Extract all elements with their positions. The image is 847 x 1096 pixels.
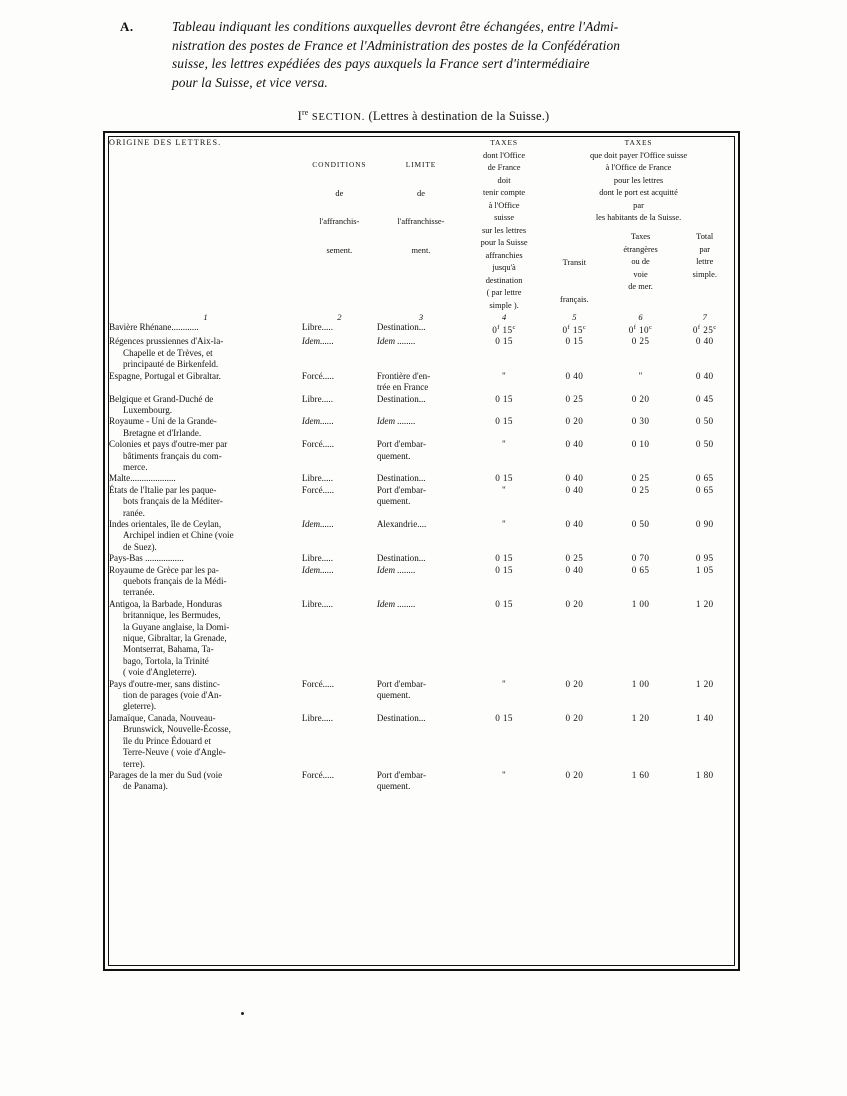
cell-total: 1 80 <box>695 769 714 780</box>
cell-conditions: Libre..... <box>301 712 333 723</box>
cell-transit-francais: 0 15 <box>565 336 584 347</box>
cell-limite: Destination... <box>376 322 426 332</box>
table-head <box>109 137 734 322</box>
cell-transit-francais: 0 20 <box>565 769 584 780</box>
cell-taxe-france: 0 15 <box>495 336 513 347</box>
cell-origin: Jamaïque, Canada, Nouveau- Brunswick, Nouvelle-Écosse, île du Prince Édouard et Terre-Neuve ( voie d'Angle- terre). <box>109 712 231 769</box>
col-header-origin: ORIGINE DES LETTRES. <box>109 138 222 147</box>
col-header-transit: Transit français. <box>560 258 589 304</box>
table-row <box>109 713 734 770</box>
cell-taxes-etrangeres: 0 25 <box>631 473 650 484</box>
col-header-limite-l1: l'affranchisse- <box>397 217 445 226</box>
cell-origin: Indes orientales, île de Ceylan, Archipel indien et Chine (voie de Suez). <box>109 518 234 552</box>
colnum-4: 4 <box>501 312 507 322</box>
cell-transit-francais: 0 20 <box>565 678 584 689</box>
table-row <box>109 565 734 599</box>
cell-transit-francais: 0 40 <box>565 518 584 529</box>
cell-total: 0 65 <box>695 473 714 484</box>
cell-taxes-etrangeres: 0 50 <box>631 518 650 529</box>
cell-taxes-etrangeres: 0 30 <box>631 416 650 427</box>
section-caption <box>0 108 847 124</box>
cell-conditions: Libre..... <box>301 598 333 609</box>
cell-conditions: Idem...... <box>301 518 334 529</box>
cell-origin: Espagne, Portugal et Gibraltar. <box>109 370 221 381</box>
cell-transit-francais: 0 20 <box>565 416 584 427</box>
cell-taxes-etrangeres: 0 20 <box>631 393 650 404</box>
cell-limite: Idem ........ <box>376 336 416 347</box>
table-row <box>109 519 734 553</box>
cell-limite: Port d'embar- quement. <box>376 439 427 461</box>
cell-limite: Port d'embar- quement. <box>376 484 427 507</box>
cell-transit-francais: 0 40 <box>565 564 584 575</box>
cell-total: 1 20 <box>695 598 714 609</box>
section-scope: (Lettres à destination de la Suisse.) <box>368 109 550 124</box>
table-row <box>109 553 734 564</box>
heading-letter: A. <box>120 19 134 34</box>
cell-conditions: Idem...... <box>301 336 334 347</box>
heading-text <box>172 18 620 92</box>
table-row <box>109 322 734 336</box>
col-header-conditions-title: CONDITIONS <box>312 160 367 169</box>
table-frame <box>103 131 740 971</box>
stray-ink-dot <box>241 1012 244 1015</box>
cell-transit-francais: 0 40 <box>565 439 584 450</box>
cell-taxe-france: 0$^f$ 15$^c$ <box>492 324 516 336</box>
cell-taxes-etrangeres: 0 10 <box>631 439 650 450</box>
cell-taxes-etrangeres: 0 70 <box>631 553 650 564</box>
cell-origin: Pays d'outre-mer, sans distinc- tion de parages (voie d'An- gleterre). <box>109 678 222 712</box>
cell-taxes-etrangeres: 1 00 <box>631 678 650 689</box>
heading-block <box>0 18 847 92</box>
cell-conditions: Libre..... <box>301 393 333 404</box>
cell-taxe-france: " <box>501 439 507 450</box>
cell-taxes-etrangeres: 1 60 <box>631 769 650 780</box>
cell-transit-francais: 0 40 <box>565 370 584 381</box>
cell-total: 1 40 <box>695 712 714 723</box>
rates-table <box>109 137 734 793</box>
cell-conditions: Forcé..... <box>301 484 334 495</box>
taxes-suisse-title: TAXES <box>624 138 653 147</box>
cell-taxe-france: " <box>501 484 507 495</box>
cell-limite: Idem ........ <box>376 598 416 609</box>
cell-origin: Pays-Bas ................. <box>109 553 184 564</box>
col-header-taxes-etrangeres: Taxes étrangères ou de voie de mer. <box>623 232 658 292</box>
cell-total: 1 20 <box>695 678 714 689</box>
table-row <box>109 599 734 679</box>
cell-transit-francais: 0$^f$ 15$^c$ <box>562 324 587 336</box>
table-row <box>109 336 734 370</box>
table-body <box>109 322 734 793</box>
table-row <box>109 770 734 793</box>
col-header-limite-title: LIMITE <box>405 160 437 169</box>
section-label: SECTION. <box>311 112 366 124</box>
table-row <box>109 439 734 473</box>
heading-line: Tableau indiquant les conditions auxquelles devront être échangées, entre l'Admi- <box>172 19 619 34</box>
cell-total: 0 40 <box>695 370 714 381</box>
cell-origin: Royaume de Grèce par les pa- quebots français de la Médi- terranée. <box>109 564 227 598</box>
cell-total: 0 50 <box>695 439 714 450</box>
cell-conditions: Idem...... <box>301 564 334 575</box>
taxes-france-title: TAXES <box>490 138 518 147</box>
cell-limite: Destination... <box>376 473 426 484</box>
cell-limite: Alexandrie.... <box>376 518 427 529</box>
cell-taxe-france: 0 15 <box>495 564 513 575</box>
cell-limite: Port d'embar- quement. <box>376 769 427 792</box>
cell-conditions: Libre..... <box>301 473 333 484</box>
table-row <box>109 416 734 439</box>
cell-taxe-france: " <box>501 678 507 689</box>
cell-origin: Bavière Rhénane............ <box>109 322 199 332</box>
cell-transit-francais: 0 20 <box>565 712 584 723</box>
colnum-5: 5 <box>572 312 577 322</box>
colnum-3: 3 <box>418 312 424 322</box>
col-header-conditions <box>302 137 377 312</box>
cell-taxes-etrangeres: 0 25 <box>631 484 650 495</box>
col-header-taxes-france: TAXES dont l'Office de France doit tenir compte à l'Office suisse sur les lettres pour la Suisse affranchies jusqu'à destination ( par lettre simple ). <box>465 137 543 312</box>
cell-origin: Colonies et pays d'outre-mer par bâtiments français du com- merce. <box>109 439 228 472</box>
table-row <box>109 371 734 394</box>
section-ordinal-suffix: re <box>301 108 309 117</box>
cell-taxes-etrangeres: 0 25 <box>631 336 650 347</box>
cell-total: 0 45 <box>695 393 714 404</box>
col-header-total: Total par lettre simple. <box>692 232 717 279</box>
cell-taxes-etrangeres: 1 00 <box>631 598 650 609</box>
col-header-conditions-l2: sement. <box>326 245 353 255</box>
cell-total: 0 90 <box>695 518 714 529</box>
cell-conditions: Idem...... <box>301 416 334 427</box>
heading-line: nistration des postes de France et l'Administration des postes de la Confédération <box>172 37 621 53</box>
cell-taxe-france: 0 15 <box>495 473 513 484</box>
cell-conditions: Forcé..... <box>301 439 334 450</box>
col-header-taxes-suisse: TAXES que doit payer l'Office suisse à l'Office de France pour les lettres dont le port est acquitté par les habitants de la Suisse. <box>543 137 734 231</box>
section-ordinal: I <box>297 109 302 124</box>
cell-limite: Port d'embar- quement. <box>376 678 427 701</box>
table-row <box>109 473 734 484</box>
cell-origin: Belgique et Grand-Duché de Luxembourg. <box>109 393 214 415</box>
cell-total: 0 50 <box>695 416 714 427</box>
cell-conditions: Forcé..... <box>301 678 334 689</box>
table-row <box>109 394 734 417</box>
cell-transit-francais: 0 25 <box>565 393 584 404</box>
cell-origin: États de l'Italie par les paque- bots français de la Méditer- ranée. <box>109 484 223 518</box>
cell-total: 1 05 <box>695 564 714 575</box>
cell-transit-francais: 0 20 <box>565 598 584 609</box>
cell-taxes-etrangeres: 0 65 <box>631 564 650 575</box>
cell-conditions: Libre..... <box>301 322 333 332</box>
cell-limite: Idem ........ <box>376 564 416 575</box>
cell-taxe-france: 0 15 <box>495 598 513 609</box>
cell-origin: Antigoa, la Barbade, Honduras britannique, les Bermudes, la Guyane anglaise, la Domi- nique, Gibraltar, la Grenade, Montserrat, Bahama, Ta- bago, Tortola, la Trinité ( voie d'Angleterre). <box>109 598 230 678</box>
col-header-limite <box>377 137 465 312</box>
cell-total: 0 40 <box>695 336 714 347</box>
cell-origin: Régences prussiennes d'Aix-la- Chapelle et de Trèves, et principauté de Birkenfeld. <box>109 336 224 370</box>
cell-limite: Frontière d'en- trée en France <box>376 370 431 393</box>
col-header-conditions-de: de <box>335 188 344 198</box>
cell-taxe-france: 0 15 <box>495 393 513 404</box>
cell-conditions: Forcé..... <box>301 370 334 381</box>
cell-limite: Destination... <box>376 553 426 564</box>
cell-taxe-france: 0 15 <box>495 712 513 723</box>
cell-taxe-france: " <box>501 370 507 381</box>
heading-line: suisse, les lettres expédiées des pays auxquels la France sert d'intermédiaire <box>172 56 590 71</box>
colnum-6: 6 <box>638 312 643 322</box>
cell-taxe-france: " <box>501 769 507 780</box>
cell-conditions: Libre..... <box>301 553 333 564</box>
cell-origin: Royaume - Uni de la Grande- Bretagne et d'Irlande. <box>109 416 217 438</box>
table-row <box>109 679 734 713</box>
cell-total: 0 95 <box>695 553 714 564</box>
cell-total: 0 65 <box>695 484 714 495</box>
cell-origin: Parages de la mer du Sud (voie de Panama). <box>109 769 223 792</box>
cell-taxes-etrangeres: 1 20 <box>631 712 650 723</box>
cell-limite: Idem ........ <box>376 416 416 427</box>
cell-transit-francais: 0 25 <box>565 553 584 564</box>
heading-line: pour la Suisse, et vice versa. <box>172 74 328 90</box>
col-header-limite-de: de <box>417 188 425 198</box>
col-header-limite-l2: ment. <box>411 245 431 255</box>
cell-transit-francais: 0 40 <box>565 473 584 484</box>
cell-taxe-france: 0 15 <box>495 553 513 564</box>
colnum-7: 7 <box>702 312 707 322</box>
cell-origin: Malte.................... <box>109 473 176 484</box>
column-number-row <box>109 312 734 322</box>
cell-taxe-france: " <box>501 518 507 529</box>
cell-taxes-etrangeres: 0$^f$ 10$^c$ <box>628 324 653 336</box>
cell-total: 0$^f$ 25$^c$ <box>692 324 717 336</box>
col-header-conditions-l1: l'affranchis- <box>319 217 360 226</box>
cell-limite: Destination... <box>376 393 426 404</box>
colnum-1: 1 <box>203 312 208 322</box>
table-row <box>109 485 734 519</box>
cell-conditions: Forcé..... <box>301 769 334 780</box>
cell-taxe-france: 0 15 <box>495 416 513 427</box>
cell-limite: Destination... <box>376 712 426 723</box>
cell-taxes-etrangeres: " <box>638 370 643 381</box>
colnum-2: 2 <box>337 312 342 322</box>
cell-transit-francais: 0 40 <box>565 484 584 495</box>
